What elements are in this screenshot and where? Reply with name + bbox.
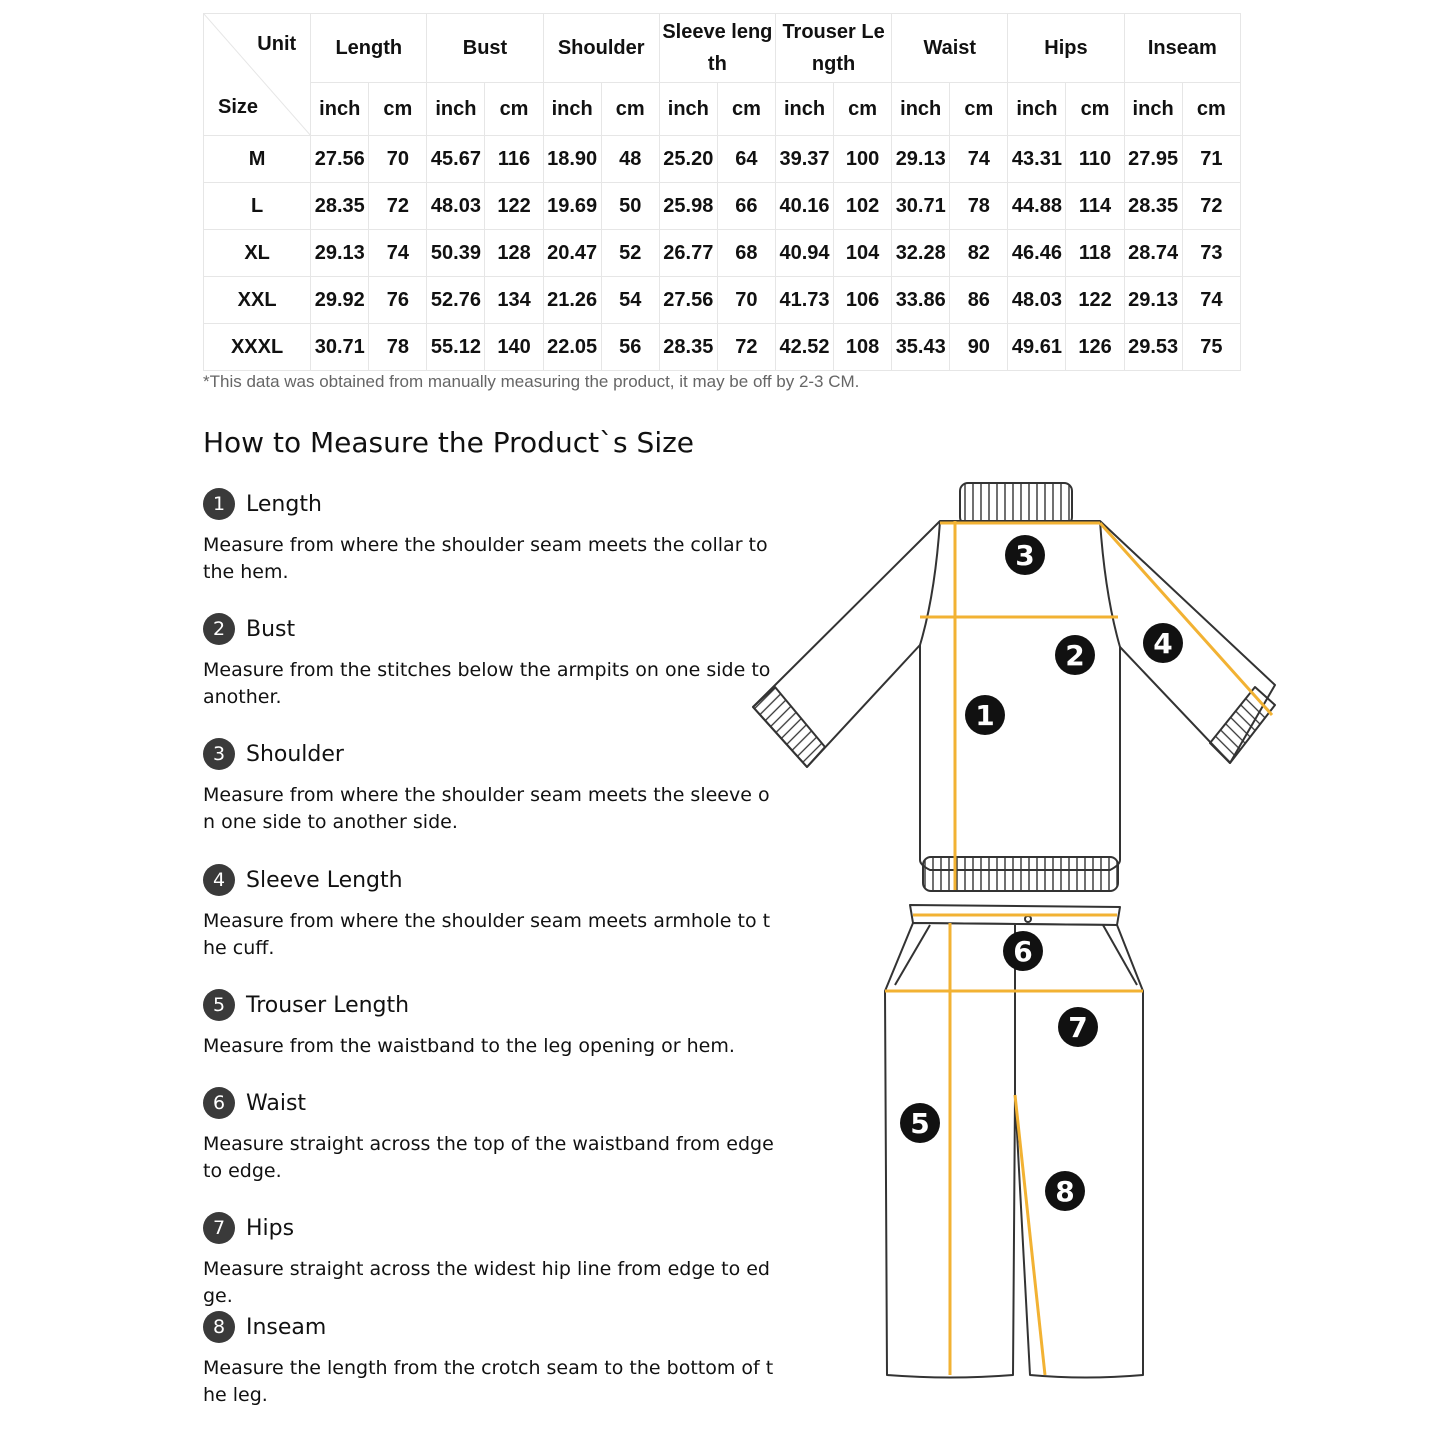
marker-6 [1003, 931, 1043, 971]
step-number-badge: 6 [203, 1087, 235, 1119]
value-cell: 33.86 [892, 277, 950, 324]
value-cell: 28.74 [1124, 230, 1182, 277]
value-cell: 140 [485, 324, 543, 371]
how-to-title: How to Measure the Product`s Size [203, 426, 695, 459]
value-cell: 54 [601, 277, 659, 324]
unit-inch: inch [1008, 83, 1066, 136]
step-number-badge: 3 [203, 738, 235, 770]
value-cell: 73 [1182, 230, 1240, 277]
step-description: Measure from the waistband to the leg opening or hem. [203, 1035, 735, 1057]
size-cell: M [204, 136, 311, 183]
step-description: Measure straight across the top of the waistband from edge to edge. [203, 1133, 774, 1182]
step-name: Waist [246, 1090, 307, 1116]
value-cell: 90 [950, 324, 1008, 371]
value-cell: 52.76 [427, 277, 485, 324]
svg-text:2: 2 [1065, 639, 1085, 672]
value-cell: 46.46 [1008, 230, 1066, 277]
svg-text:6: 6 [1013, 935, 1033, 968]
value-cell: 43.31 [1008, 136, 1066, 183]
header-hips: Hips [1008, 14, 1124, 83]
step-name: Bust [246, 616, 296, 642]
step-hips [203, 1212, 778, 1310]
svg-text:8: 8 [1055, 1175, 1075, 1208]
table-row [204, 183, 1241, 230]
garment-measurement-diagram [745, 475, 1290, 1390]
unit-cm: cm [485, 83, 543, 136]
value-cell: 18.90 [543, 136, 601, 183]
unit-cm: cm [717, 83, 775, 136]
value-cell: 78 [369, 324, 427, 371]
svg-text:3: 3 [1015, 539, 1035, 572]
step-waist [203, 1087, 778, 1185]
unit-inch: inch [659, 83, 717, 136]
value-cell: 104 [834, 230, 892, 277]
value-cell: 28.35 [659, 324, 717, 371]
marker-7 [1058, 1007, 1098, 1047]
value-cell: 122 [1066, 277, 1124, 324]
header-inseam: Inseam [1124, 14, 1240, 83]
value-cell: 27.56 [659, 277, 717, 324]
value-cell: 102 [834, 183, 892, 230]
unit-inch: inch [892, 83, 950, 136]
svg-text:4: 4 [1153, 627, 1173, 660]
step-inseam [203, 1311, 778, 1409]
value-cell: 42.52 [775, 324, 833, 371]
svg-text:5: 5 [910, 1107, 930, 1140]
value-cell: 35.43 [892, 324, 950, 371]
marker-1 [965, 695, 1005, 735]
measurement-note: *This data was obtained from manually measuring the product, it may be off by 2-3 CM. [203, 372, 860, 391]
value-cell: 110 [1066, 136, 1124, 183]
value-cell: 106 [834, 277, 892, 324]
unit-label: Unit [257, 33, 297, 55]
value-cell: 52 [601, 230, 659, 277]
marker-5 [900, 1103, 940, 1143]
value-cell: 30.71 [311, 324, 369, 371]
step-number-badge: 5 [203, 989, 235, 1021]
step-description: Measure straight across the widest hip line from edge to edge. [203, 1258, 770, 1307]
unit-cm: cm [601, 83, 659, 136]
value-cell: 75 [1182, 324, 1240, 371]
value-cell: 128 [485, 230, 543, 277]
step-name: Sleeve Length [246, 867, 403, 893]
value-cell: 71 [1182, 136, 1240, 183]
value-cell: 19.69 [543, 183, 601, 230]
value-cell: 114 [1066, 183, 1124, 230]
unit-cm: cm [369, 83, 427, 136]
step-number-badge: 4 [203, 864, 235, 896]
step-name: Length [246, 491, 322, 517]
table-row [204, 136, 1241, 183]
svg-text:7: 7 [1068, 1011, 1088, 1044]
marker-8 [1045, 1171, 1085, 1211]
value-cell: 21.26 [543, 277, 601, 324]
value-cell: 68 [717, 230, 775, 277]
value-cell: 48 [601, 136, 659, 183]
value-cell: 72 [369, 183, 427, 230]
marker-4 [1143, 623, 1183, 663]
value-cell: 48.03 [1008, 277, 1066, 324]
value-cell: 118 [1066, 230, 1124, 277]
value-cell: 22.05 [543, 324, 601, 371]
value-cell: 27.95 [1124, 136, 1182, 183]
value-cell: 82 [950, 230, 1008, 277]
value-cell: 49.61 [1008, 324, 1066, 371]
value-cell: 41.73 [775, 277, 833, 324]
value-cell: 25.20 [659, 136, 717, 183]
value-cell: 72 [1182, 183, 1240, 230]
value-cell: 40.16 [775, 183, 833, 230]
value-cell: 29.13 [1124, 277, 1182, 324]
value-cell: 28.35 [1124, 183, 1182, 230]
value-cell: 55.12 [427, 324, 485, 371]
size-cell: L [204, 183, 311, 230]
unit-header-row [204, 83, 1241, 136]
step-name: Inseam [246, 1314, 327, 1340]
size-cell: XXL [204, 277, 311, 324]
size-cell: XXXL [204, 324, 311, 371]
value-cell: 29.53 [1124, 324, 1182, 371]
step-name: Hips [246, 1215, 295, 1241]
unit-inch: inch [775, 83, 833, 136]
garment-svg [745, 475, 1290, 1390]
step-description: Measure from the stitches below the armpits on one side to another. [203, 659, 771, 708]
value-cell: 27.56 [311, 136, 369, 183]
step-bust [203, 613, 778, 711]
value-cell: 48.03 [427, 183, 485, 230]
value-cell: 74 [1182, 277, 1240, 324]
value-cell: 64 [717, 136, 775, 183]
value-cell: 26.77 [659, 230, 717, 277]
value-cell: 40.94 [775, 230, 833, 277]
value-cell: 70 [717, 277, 775, 324]
value-cell: 45.67 [427, 136, 485, 183]
size-chart-table [203, 13, 1241, 371]
table-row [204, 324, 1241, 371]
step-number-badge: 2 [203, 613, 235, 645]
value-cell: 29.13 [892, 136, 950, 183]
header-shoulder: Shoulder [543, 14, 659, 83]
unit-cm: cm [1182, 83, 1240, 136]
step-name: Trouser Length [246, 992, 410, 1018]
marker-2 [1055, 635, 1095, 675]
unit-inch: inch [1124, 83, 1182, 136]
value-cell: 70 [369, 136, 427, 183]
header-length: Length [311, 14, 427, 83]
value-cell: 25.98 [659, 183, 717, 230]
value-cell: 86 [950, 277, 1008, 324]
value-cell: 29.92 [311, 277, 369, 324]
step-description: Measure the length from the crotch seam to the bottom of the leg. [203, 1357, 774, 1406]
step-shoulder [203, 738, 778, 836]
value-cell: 50.39 [427, 230, 485, 277]
header-sleeve-length: Sleeve length [659, 14, 775, 83]
step-number-badge: 7 [203, 1212, 235, 1244]
value-cell: 100 [834, 136, 892, 183]
value-cell: 78 [950, 183, 1008, 230]
unit-cm: cm [1066, 83, 1124, 136]
step-number-badge: 1 [203, 488, 235, 520]
value-cell: 134 [485, 277, 543, 324]
value-cell: 39.37 [775, 136, 833, 183]
size-label: Size [218, 96, 259, 118]
unit-inch: inch [427, 83, 485, 136]
table-row [204, 230, 1241, 277]
step-description: Measure from where the shoulder seam meets the collar to the hem. [203, 534, 768, 583]
value-cell: 50 [601, 183, 659, 230]
value-cell: 66 [717, 183, 775, 230]
value-cell: 28.35 [311, 183, 369, 230]
step-description: Measure from where the shoulder seam meets armhole to the cuff. [203, 910, 771, 959]
header-waist: Waist [892, 14, 1008, 83]
value-cell: 44.88 [1008, 183, 1066, 230]
step-sleeve-length [203, 864, 778, 962]
svg-text:1: 1 [975, 699, 995, 732]
step-number-badge: 8 [203, 1311, 235, 1343]
header-bust: Bust [427, 14, 543, 83]
value-cell: 72 [717, 324, 775, 371]
value-cell: 122 [485, 183, 543, 230]
value-cell: 108 [834, 324, 892, 371]
header-trouser-length: Trouser Length [775, 14, 891, 83]
value-cell: 30.71 [892, 183, 950, 230]
value-cell: 32.28 [892, 230, 950, 277]
value-cell: 76 [369, 277, 427, 324]
value-cell: 56 [601, 324, 659, 371]
value-cell: 20.47 [543, 230, 601, 277]
value-cell: 116 [485, 136, 543, 183]
step-name: Shoulder [246, 741, 344, 767]
unit-cm: cm [950, 83, 1008, 136]
unit-inch: inch [311, 83, 369, 136]
unit-cm: cm [834, 83, 892, 136]
value-cell: 126 [1066, 324, 1124, 371]
step-description: Measure from where the shoulder seam meets the sleeve on one side to another side. [203, 784, 770, 833]
size-cell: XL [204, 230, 311, 277]
step-length [203, 488, 778, 586]
value-cell: 74 [369, 230, 427, 277]
value-cell: 29.13 [311, 230, 369, 277]
step-trouser-length [203, 989, 778, 1060]
marker-3 [1005, 535, 1045, 575]
table-row [204, 277, 1241, 324]
table-corner-cell [204, 14, 311, 136]
value-cell: 74 [950, 136, 1008, 183]
unit-inch: inch [543, 83, 601, 136]
